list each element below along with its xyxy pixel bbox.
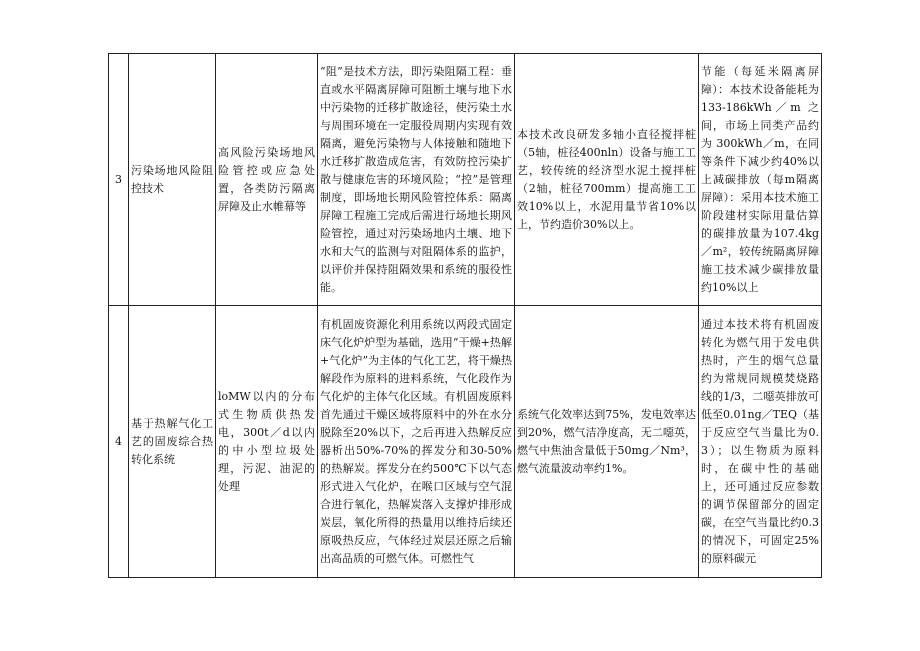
technology-name: 污染场地风险阻控技术 [129, 54, 216, 306]
row-number: 4 [109, 306, 129, 578]
technology-table [108, 53, 822, 578]
application-scope: 高风险污染场地风险管控或应急处置，各类防污隔离屏障及止水帷幕等 [216, 54, 318, 306]
technical-indicators: 系统气化效率达到75%，发电效率达到20%，燃气洁净度高，无二噁英，燃气中焦油含量低于50mg／Nm³，燃气流量波动率约1%。 [515, 306, 699, 578]
technology-content: 有机固废资源化利用系统以两段式固定床气化炉炉型为基础，选用“干燥+热解+气化炉”为主体的气化工艺，将干燥热解段作为原料的进料系统，气化段作为气化炉的主体气化区域。有机固废原料首先通过干燥区域将原料中的外在水分脱除至20%以下，之后再进入热解反应器析出50%-70%的挥发分和30-50%的热解炭。挥发分在约500℃下以气态形式进入气化炉，在喉口区域与空气混合进行氧化，热解炭落入支撑炉排形成炭层，氧化所得的热量用以维持后续还原吸热反应，气体经过炭层还原之后输出高品质的可燃气体。可燃性气 [318, 306, 515, 578]
table-row [109, 54, 822, 306]
table-row [109, 306, 822, 578]
carbon-benefit: 通过本技术将有机固废转化为燃气用于发电供热时，产生的烟气总量约为常规同规模焚烧路线的1/3，二噁英排放可低至0.01ng／TEQ（基于反应空气当量比为0.3）；以生物质为原料时，在碳中性的基础上，还可通过反应参数的调节保留部分的固定碳，在空气当量比约0.3的情况下，可固定25%的原料碳元 [699, 306, 822, 578]
carbon-benefit: 节能（每延米隔离屏障）：本技术设备能耗为 133-186kWh／m 之间，市场上同类产品约为 300kWh／m，在同等条件下减少约40%以上减碳排放（每m隔离屏障）：采用本技术施工阶段建材实际用量估算的碳排放量为107.4kg／m²，较传统隔离屏障施工技术减少碳排放量约10%以上 [699, 54, 822, 306]
technology-name: 基于热解气化工艺的固废综合热转化系统 [129, 306, 216, 578]
technical-indicators: 本技术改良研发多轴小直径搅拌桩（5轴，桩径400nln）设备与施工工艺，较传统的经济型水泥土搅拌桩（2轴，桩径700mm）提高施工工效10%以上，水泥用量节省10%以上，节约造价30%以上。 [515, 54, 699, 306]
application-scope: loMW以内的分布式生物质供热发电，300t／d以内的中小型垃圾处理，污泥、油泥的处理 [216, 306, 318, 578]
row-number: 3 [109, 54, 129, 306]
technology-content: “阻”是技术方法，即污染阻隔工程：垂直或水平隔离屏障可阻断土壤与地下水中污染物的迁移扩散途径，使污染土水与周围环境在一定服役周期内实现有效隔离，避免污染物与人体接触和随地下水迁移扩散造成危害，有效防控污染扩散与健康危害的环境风险；“控”是管理制度，即场地长期风险管控体系：隔离屏障工程施工完成后需进行场地长期风险管控，通过对污染场地内土壤、地下水和大气的监测与对阻隔体系的监护，以评价并保持阻隔效果和系统的服役性能。 [318, 54, 515, 306]
